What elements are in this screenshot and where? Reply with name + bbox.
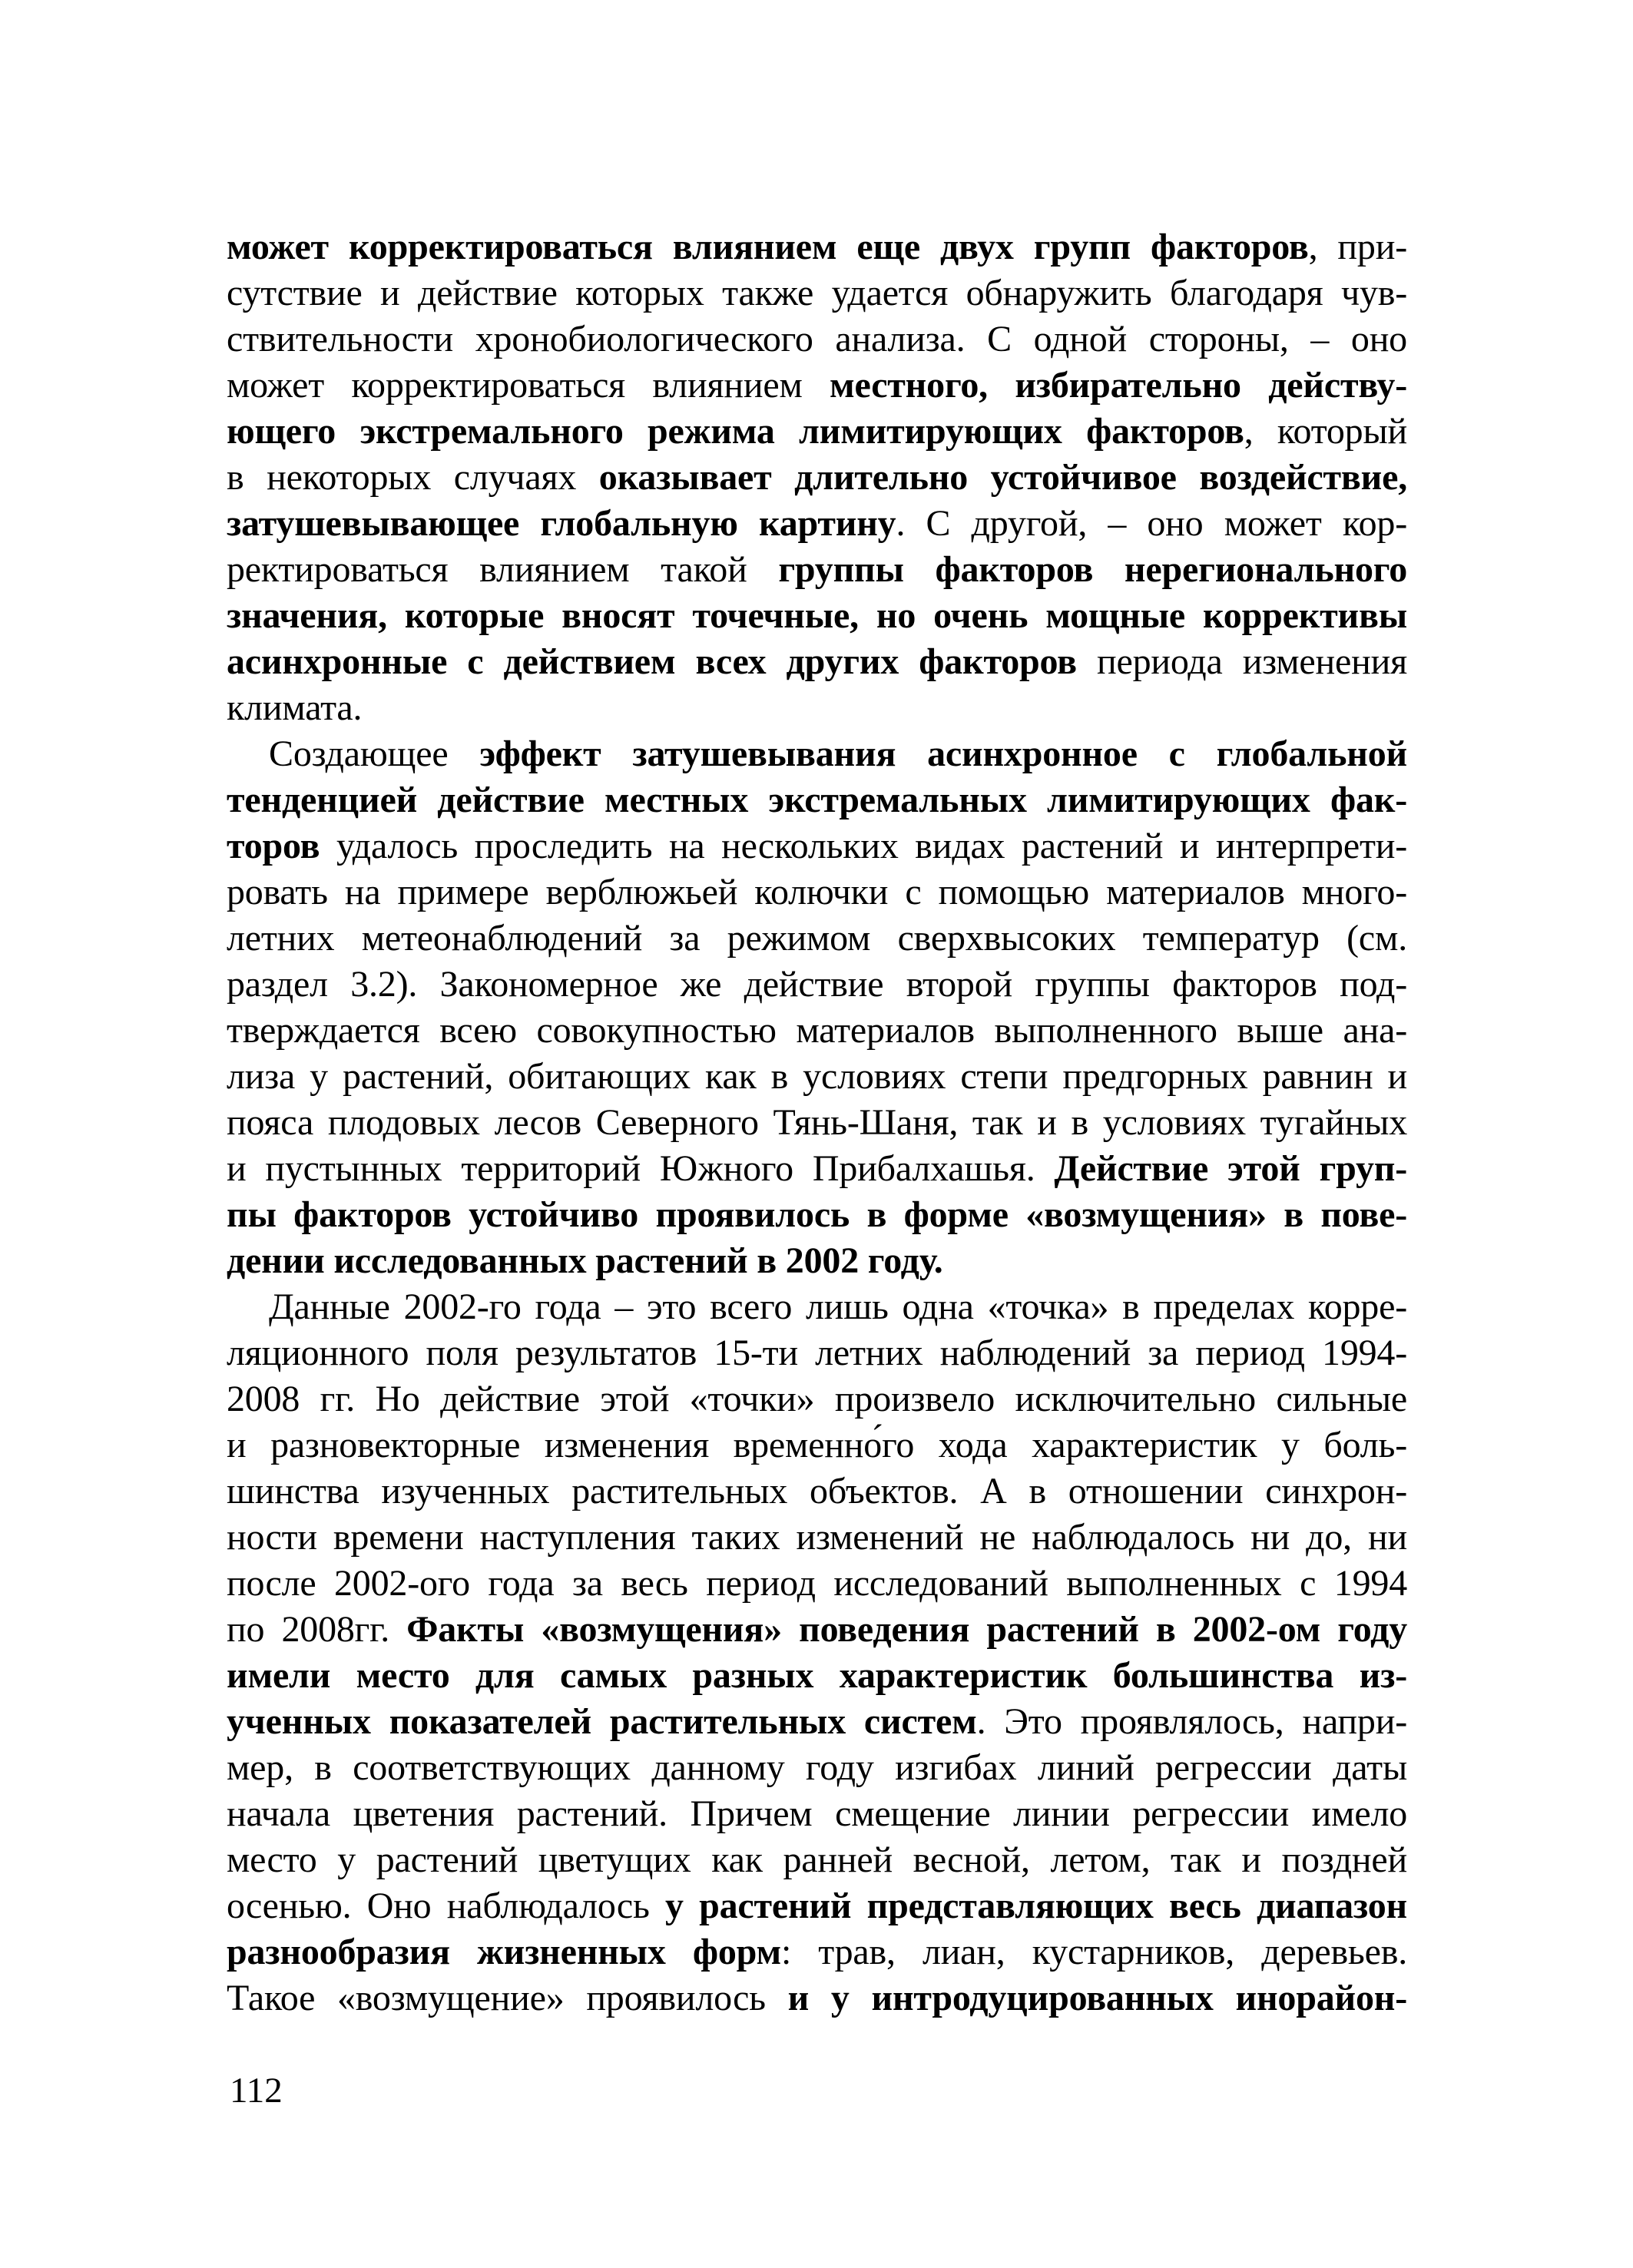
text-line bbox=[227, 1008, 1407, 1054]
text-line bbox=[227, 1238, 1407, 1284]
text-line bbox=[227, 316, 1407, 363]
bold-text-run: пы факторов устойчиво проявилось в форме «возмущения» в пове- bbox=[227, 1194, 1407, 1235]
text-run: . С другой, – оно может кор- bbox=[896, 503, 1407, 544]
text-line bbox=[227, 1422, 1407, 1468]
text-run: мер, в соответствующих данному году изгибах линий регрессии даты bbox=[227, 1747, 1407, 1788]
text-run: , который bbox=[1244, 411, 1408, 452]
text-run: летних метеонаблюдений за режимом сверхвысоких температур (см. bbox=[227, 918, 1407, 959]
text-line bbox=[227, 1468, 1407, 1515]
bold-text-run: может корректироваться влиянием еще двух групп факторов bbox=[227, 227, 1309, 267]
text-line bbox=[227, 1975, 1407, 2021]
bold-text-run: ученных показателей растительных систем bbox=[227, 1701, 977, 1742]
text-run: шинства изученных растительных объектов. А в отношении синхрон- bbox=[227, 1471, 1407, 1511]
text-line bbox=[227, 869, 1407, 915]
text-run: в некоторых случаях bbox=[227, 457, 599, 498]
text-line bbox=[227, 409, 1407, 455]
text-line bbox=[227, 501, 1407, 547]
text-run: и разновекторные изменения временно́го хода характеристик у боль- bbox=[227, 1425, 1407, 1465]
text-line bbox=[227, 270, 1407, 316]
text-line bbox=[227, 1653, 1407, 1699]
text-line bbox=[227, 1146, 1407, 1192]
text-line bbox=[227, 547, 1407, 593]
text-run: ректироваться влиянием такой bbox=[227, 549, 779, 590]
page-number: 112 bbox=[230, 2071, 283, 2111]
text-line bbox=[227, 915, 1407, 962]
text-line bbox=[227, 823, 1407, 869]
text-run: климата. bbox=[227, 687, 363, 728]
bold-text-run: имели место для самых разных характеристик большинства из- bbox=[227, 1655, 1407, 1696]
paragraph bbox=[227, 731, 1407, 1284]
text-line bbox=[227, 1607, 1407, 1653]
text-run: Создающее bbox=[269, 733, 480, 774]
text-line bbox=[227, 1883, 1407, 1929]
text-line bbox=[227, 1284, 1407, 1330]
text-line bbox=[227, 639, 1407, 685]
text-run: и пустынных территорий Южного Прибалхашья. bbox=[227, 1148, 1055, 1189]
text-run: место у растений цветущих как ранней весной, летом, так и поздней bbox=[227, 1839, 1407, 1880]
text-run: ствительности хронобиологического анализа. С одной стороны, – оно bbox=[227, 319, 1407, 359]
text-run: лиза у растений, обитающих как в условиях степи предгорных равнин и bbox=[227, 1056, 1407, 1097]
bold-text-run: затушевывающее глобальную картину bbox=[227, 503, 896, 544]
text-run: 2008 гг. Но действие этой «точки» произвело исключительно сильные bbox=[227, 1379, 1407, 1419]
bold-text-run: Действие этой груп- bbox=[1054, 1148, 1407, 1189]
text-run: осенью. Оно наблюдалось bbox=[227, 1886, 665, 1926]
text-run: раздел 3.2). Закономерное же действие второй группы факторов под- bbox=[227, 964, 1407, 1005]
text-line bbox=[227, 1330, 1407, 1376]
text-run: пояса плодовых лесов Северного Тянь-Шаня, так и в условиях тугайных bbox=[227, 1102, 1407, 1143]
text-line bbox=[227, 1515, 1407, 1561]
paragraph bbox=[227, 1284, 1407, 2021]
text-line bbox=[227, 593, 1407, 639]
bold-text-run: у растений представляющих весь диапазон bbox=[664, 1886, 1407, 1926]
text-run: . Это проявлялось, напри- bbox=[976, 1701, 1407, 1742]
bold-text-run: Факты «возмущения» поведения растений в 2002-ом году bbox=[406, 1609, 1407, 1650]
text-line bbox=[227, 455, 1407, 501]
text-run: сутствие и действие которых также удается обнаружить благодаря чув- bbox=[227, 273, 1407, 313]
bold-text-run: асинхронные с действием всех других факторов bbox=[227, 641, 1077, 682]
bold-text-run: ющего экстремального режима лимитирующих факторов bbox=[227, 411, 1244, 452]
text-block bbox=[227, 224, 1407, 2021]
bold-text-run: оказывает длительно устойчивое воздействие, bbox=[598, 457, 1407, 498]
paragraph bbox=[227, 224, 1407, 731]
text-run: , при- bbox=[1308, 227, 1407, 267]
text-run: удалось проследить на нескольких видах растений и интерпрети- bbox=[320, 826, 1407, 866]
text-run: Данные 2002-го года – это всего лишь одна «точка» в пределах корре- bbox=[269, 1286, 1407, 1327]
text-line bbox=[227, 1561, 1407, 1607]
bold-text-run: разнообразия жизненных форм bbox=[227, 1932, 781, 1972]
text-run: после 2002-ого года за весь период исследований выполненных с 1994 bbox=[227, 1563, 1407, 1604]
text-run: начала цветения растений. Причем смещение линии регрессии имело bbox=[227, 1793, 1407, 1834]
bold-text-run: и у интродуцированных инорайон- bbox=[787, 1978, 1407, 2018]
text-line bbox=[227, 1791, 1407, 1837]
text-line bbox=[227, 1100, 1407, 1146]
bold-text-run: группы факторов нерегионального bbox=[778, 549, 1407, 590]
text-line bbox=[227, 731, 1407, 777]
text-line bbox=[227, 777, 1407, 823]
text-run: ровать на примере верблюжьей колючки с помощью материалов много- bbox=[227, 872, 1407, 912]
text-line bbox=[227, 224, 1407, 270]
bold-text-run: местного, избирательно действу- bbox=[830, 365, 1407, 406]
text-line bbox=[227, 1376, 1407, 1422]
bold-text-run: дении исследованных растений в 2002 году. bbox=[227, 1240, 943, 1281]
text-run: может корректироваться влиянием bbox=[227, 365, 830, 406]
text-run: тверждается всею совокупностью материалов выполненного выше ана- bbox=[227, 1010, 1407, 1051]
text-run: периода изменения bbox=[1076, 641, 1407, 682]
text-line bbox=[227, 1054, 1407, 1100]
bold-text-run: тенденцией действие местных экстремальных лимитирующих фак- bbox=[227, 780, 1407, 820]
bold-text-run: эффект затушевывания асинхронное с глобальной bbox=[479, 733, 1407, 774]
text-line bbox=[227, 363, 1407, 409]
bold-text-run: значения, которые вносят точечные, но очень мощные коррективы bbox=[227, 595, 1407, 636]
text-line bbox=[227, 1929, 1407, 1975]
text-run: ляционного поля результатов 15-ти летних наблюдений за период 1994- bbox=[227, 1333, 1407, 1373]
text-run: по 2008гг. bbox=[227, 1609, 407, 1650]
text-line bbox=[227, 1699, 1407, 1745]
text-line bbox=[227, 1192, 1407, 1238]
text-line bbox=[227, 1837, 1407, 1883]
text-line bbox=[227, 685, 1407, 731]
bold-text-run: торов bbox=[227, 826, 320, 866]
text-run: : трав, лиан, кустарников, деревьев. bbox=[780, 1932, 1407, 1972]
text-run: Такое «возмущение» проявилось bbox=[227, 1978, 788, 2018]
text-run: ности времени наступления таких изменений не наблюдалось ни до, ни bbox=[227, 1517, 1407, 1558]
text-line bbox=[227, 962, 1407, 1008]
text-line bbox=[227, 1745, 1407, 1791]
